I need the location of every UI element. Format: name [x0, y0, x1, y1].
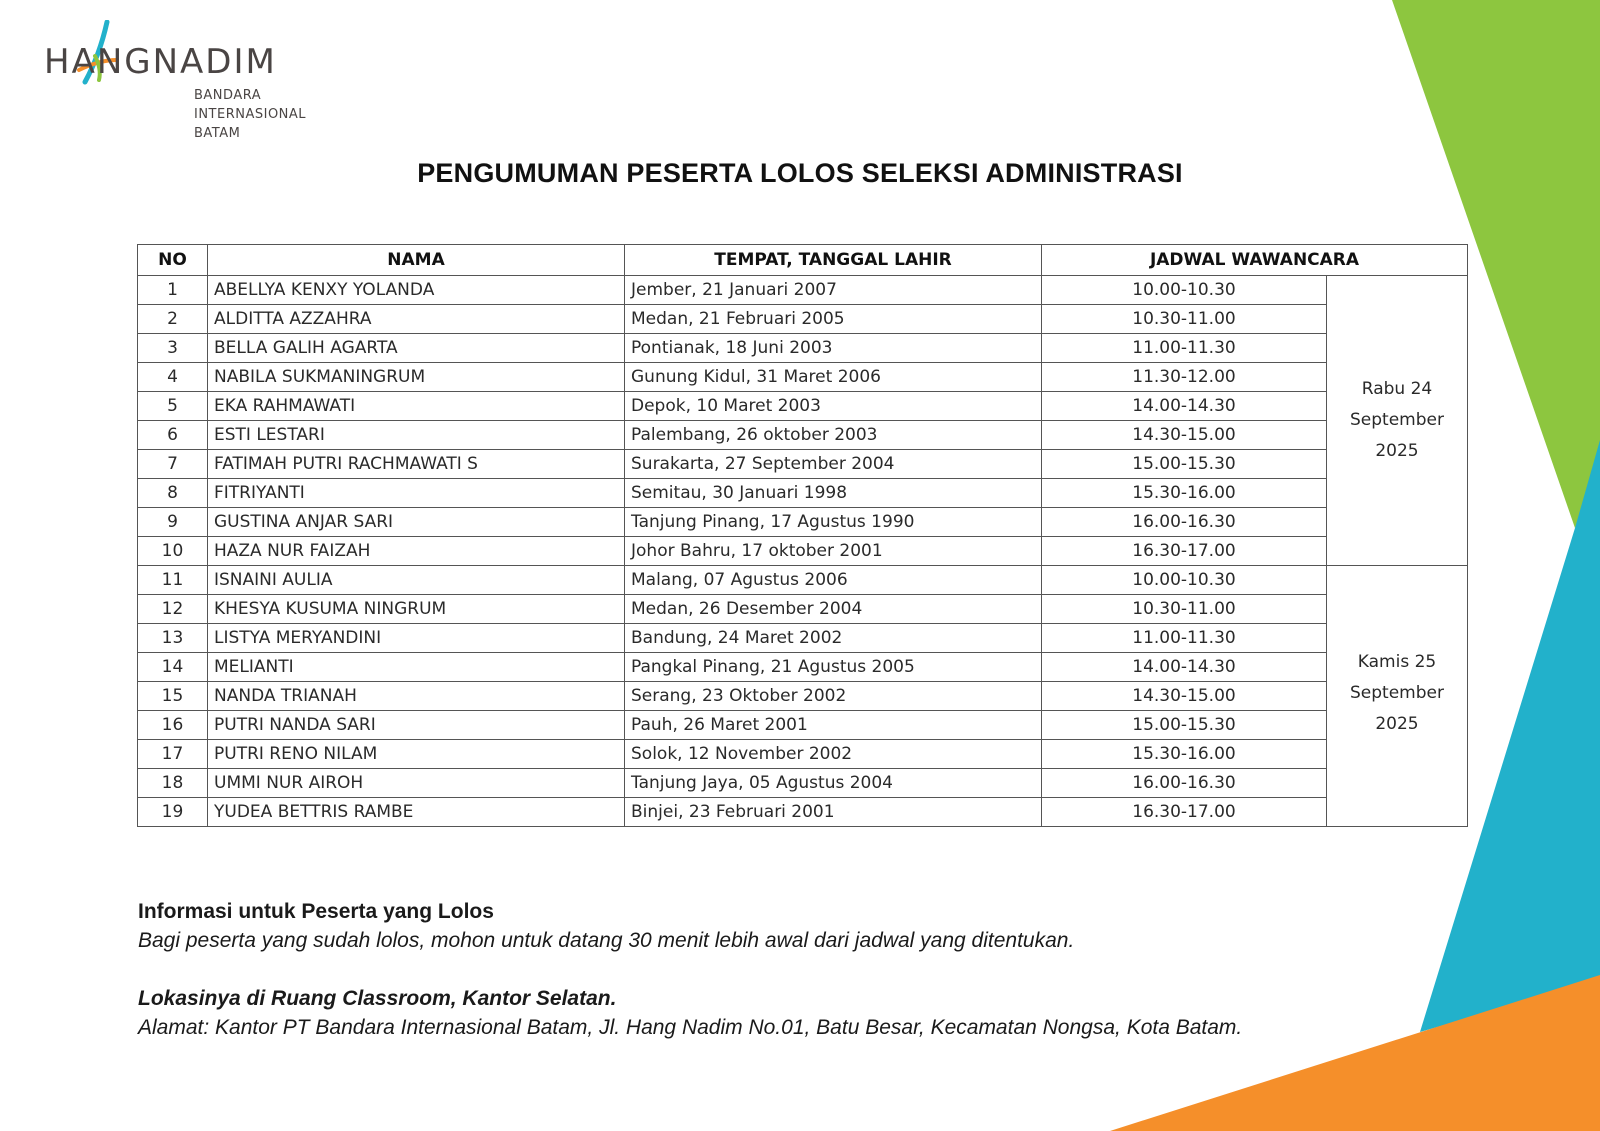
info-heading: Informasi untuk Peserta yang Lolos — [138, 900, 494, 923]
cell-time: 14.00-14.30 — [1042, 392, 1327, 421]
cell-time: 10.30-11.00 — [1042, 595, 1327, 624]
cell-nama: EKA RAHMAWATI — [208, 392, 625, 421]
cell-no: 13 — [138, 624, 208, 653]
cell-nama: FATIMAH PUTRI RACHMAWATI S — [208, 450, 625, 479]
table-row — [138, 537, 1468, 566]
cell-no: 17 — [138, 740, 208, 769]
cell-ttl: Medan, 26 Desember 2004 — [625, 595, 1042, 624]
cell-no: 19 — [138, 798, 208, 827]
interview-day-line: September — [1350, 682, 1444, 703]
header-ttl: TEMPAT, TANGGAL LAHIR — [625, 245, 1042, 276]
cell-ttl: Jember, 21 Januari 2007 — [625, 276, 1042, 305]
cell-ttl: Malang, 07 Agustus 2006 — [625, 566, 1042, 595]
cell-no: 4 — [138, 363, 208, 392]
cell-time: 16.00-16.30 — [1042, 508, 1327, 537]
cell-nama: ISNAINI AULIA — [208, 566, 625, 595]
table-row — [138, 421, 1468, 450]
cell-ttl: Tanjung Jaya, 05 Agustus 2004 — [625, 769, 1042, 798]
cell-no: 9 — [138, 508, 208, 537]
table-row — [138, 624, 1468, 653]
orange-triangle — [1110, 975, 1600, 1131]
cell-ttl: Serang, 23 Oktober 2002 — [625, 682, 1042, 711]
cell-time: 15.00-15.30 — [1042, 711, 1327, 740]
cell-ttl: Pontianak, 18 Juni 2003 — [625, 334, 1042, 363]
info-body: Bagi peserta yang sudah lolos, mohon untuk datang 30 menit lebih awal dari jadwal yang ditentukan. — [138, 929, 1075, 952]
cell-time: 10.00-10.30 — [1042, 566, 1327, 595]
table-row — [138, 334, 1468, 363]
cell-no: 18 — [138, 769, 208, 798]
address-text: Alamat: Kantor PT Bandara Internasional Batam, Jl. Hang Nadim No.01, Batu Besar, Kecamatan Nongsa, Kota Batam. — [138, 1016, 1243, 1039]
table-row — [138, 769, 1468, 798]
cell-ttl: Surakarta, 27 September 2004 — [625, 450, 1042, 479]
cell-time: 10.00-10.30 — [1042, 276, 1327, 305]
cell-nama: ABELLYA KENXY YOLANDA — [208, 276, 625, 305]
table-row — [138, 798, 1468, 827]
cell-no: 2 — [138, 305, 208, 334]
cell-no: 3 — [138, 334, 208, 363]
table-row — [138, 305, 1468, 334]
cell-nama: ALDITTA AZZAHRA — [208, 305, 625, 334]
table-header-row — [138, 245, 1468, 276]
cell-time: 14.30-15.00 — [1042, 421, 1327, 450]
location-text: Lokasinya di Ruang Classroom, Kantor Selatan. — [138, 987, 617, 1010]
cell-no: 6 — [138, 421, 208, 450]
page-title: PENGUMUMAN PESERTA LOLOS SELEKSI ADMINISTRASI — [417, 158, 1183, 188]
cell-interview-day — [1327, 276, 1468, 566]
logo-subtitle — [194, 86, 306, 143]
cell-time: 11.00-11.30 — [1042, 334, 1327, 363]
table-row — [138, 276, 1468, 305]
table-row — [138, 740, 1468, 769]
interview-day-line: Kamis 25 — [1357, 651, 1437, 672]
cell-nama: PUTRI RENO NILAM — [208, 740, 625, 769]
cell-no: 7 — [138, 450, 208, 479]
interview-day-line: Rabu 24 — [1361, 379, 1433, 399]
cell-no: 16 — [138, 711, 208, 740]
cell-time: 10.30-11.00 — [1042, 305, 1327, 334]
cell-no: 5 — [138, 392, 208, 421]
logo-wordmark: HANGNADIM — [44, 42, 277, 82]
cell-no: 1 — [138, 276, 208, 305]
table-row — [138, 508, 1468, 537]
cell-ttl: Palembang, 26 oktober 2003 — [625, 421, 1042, 450]
cell-time: 11.00-11.30 — [1042, 624, 1327, 653]
cell-no: 11 — [138, 566, 208, 595]
cell-nama: UMMI NUR AIROH — [208, 769, 625, 798]
cell-ttl: Pauh, 26 Maret 2001 — [625, 711, 1042, 740]
header-jadwal: JADWAL WAWANCARA — [1042, 245, 1468, 276]
cell-ttl: Gunung Kidul, 31 Maret 2006 — [625, 363, 1042, 392]
cell-ttl: Pangkal Pinang, 21 Agustus 2005 — [625, 653, 1042, 682]
table-row — [138, 566, 1468, 595]
cell-time: 11.30-12.00 — [1042, 363, 1327, 392]
cell-nama: NANDA TRIANAH — [208, 682, 625, 711]
cell-ttl: Binjei, 23 Februari 2001 — [625, 798, 1042, 827]
cell-ttl: Tanjung Pinang, 17 Agustus 1990 — [625, 508, 1042, 537]
logo-sub-line: INTERNASIONAL — [194, 107, 307, 122]
participants-table — [137, 244, 1468, 827]
cell-ttl: Solok, 12 November 2002 — [625, 740, 1042, 769]
cell-ttl: Medan, 21 Februari 2005 — [625, 305, 1042, 334]
cell-nama: PUTRI NANDA SARI — [208, 711, 625, 740]
logo-sub-line: BATAM — [194, 126, 241, 141]
cell-time: 16.30-17.00 — [1042, 537, 1327, 566]
cell-time: 15.00-15.30 — [1042, 450, 1327, 479]
cell-ttl: Johor Bahru, 17 oktober 2001 — [625, 537, 1042, 566]
cell-no: 8 — [138, 479, 208, 508]
logo-sub-line: BANDARA — [194, 88, 262, 103]
cell-time: 15.30-16.00 — [1042, 740, 1327, 769]
cell-nama: LISTYA MERYANDINI — [208, 624, 625, 653]
cell-nama: YUDEA BETTRIS RAMBE — [208, 798, 625, 827]
table-row — [138, 653, 1468, 682]
cell-ttl: Bandung, 24 Maret 2002 — [625, 624, 1042, 653]
cell-ttl: Semitau, 30 Januari 1998 — [625, 479, 1042, 508]
cell-nama: HAZA NUR FAIZAH — [208, 537, 625, 566]
table-row — [138, 595, 1468, 624]
hangnadim-logo — [44, 20, 364, 145]
header-no: NO — [138, 245, 208, 276]
header-nama: NAMA — [208, 245, 625, 276]
table-row — [138, 363, 1468, 392]
cell-nama: MELIANTI — [208, 653, 625, 682]
table-row — [138, 682, 1468, 711]
cell-no: 12 — [138, 595, 208, 624]
cell-nama: NABILA SUKMANINGRUM — [208, 363, 625, 392]
cell-interview-day — [1327, 566, 1468, 827]
cell-no: 10 — [138, 537, 208, 566]
cell-nama: FITRIYANTI — [208, 479, 625, 508]
interview-day-line: 2025 — [1375, 441, 1419, 461]
cell-time: 16.00-16.30 — [1042, 769, 1327, 798]
interview-day-line: September — [1350, 410, 1444, 430]
cell-time: 14.30-15.00 — [1042, 682, 1327, 711]
cell-nama: BELLA GALIH AGARTA — [208, 334, 625, 363]
cell-no: 14 — [138, 653, 208, 682]
table-row — [138, 450, 1468, 479]
cell-nama: ESTI LESTARI — [208, 421, 625, 450]
cell-time: 14.00-14.30 — [1042, 653, 1327, 682]
cell-nama: GUSTINA ANJAR SARI — [208, 508, 625, 537]
table-row — [138, 711, 1468, 740]
cell-nama: KHESYA KUSUMA NINGRUM — [208, 595, 625, 624]
table-row — [138, 479, 1468, 508]
interview-day-line: 2025 — [1375, 713, 1419, 734]
cell-ttl: Depok, 10 Maret 2003 — [625, 392, 1042, 421]
cell-time: 15.30-16.00 — [1042, 479, 1327, 508]
table-row — [138, 392, 1468, 421]
cell-no: 15 — [138, 682, 208, 711]
cell-time: 16.30-17.00 — [1042, 798, 1327, 827]
